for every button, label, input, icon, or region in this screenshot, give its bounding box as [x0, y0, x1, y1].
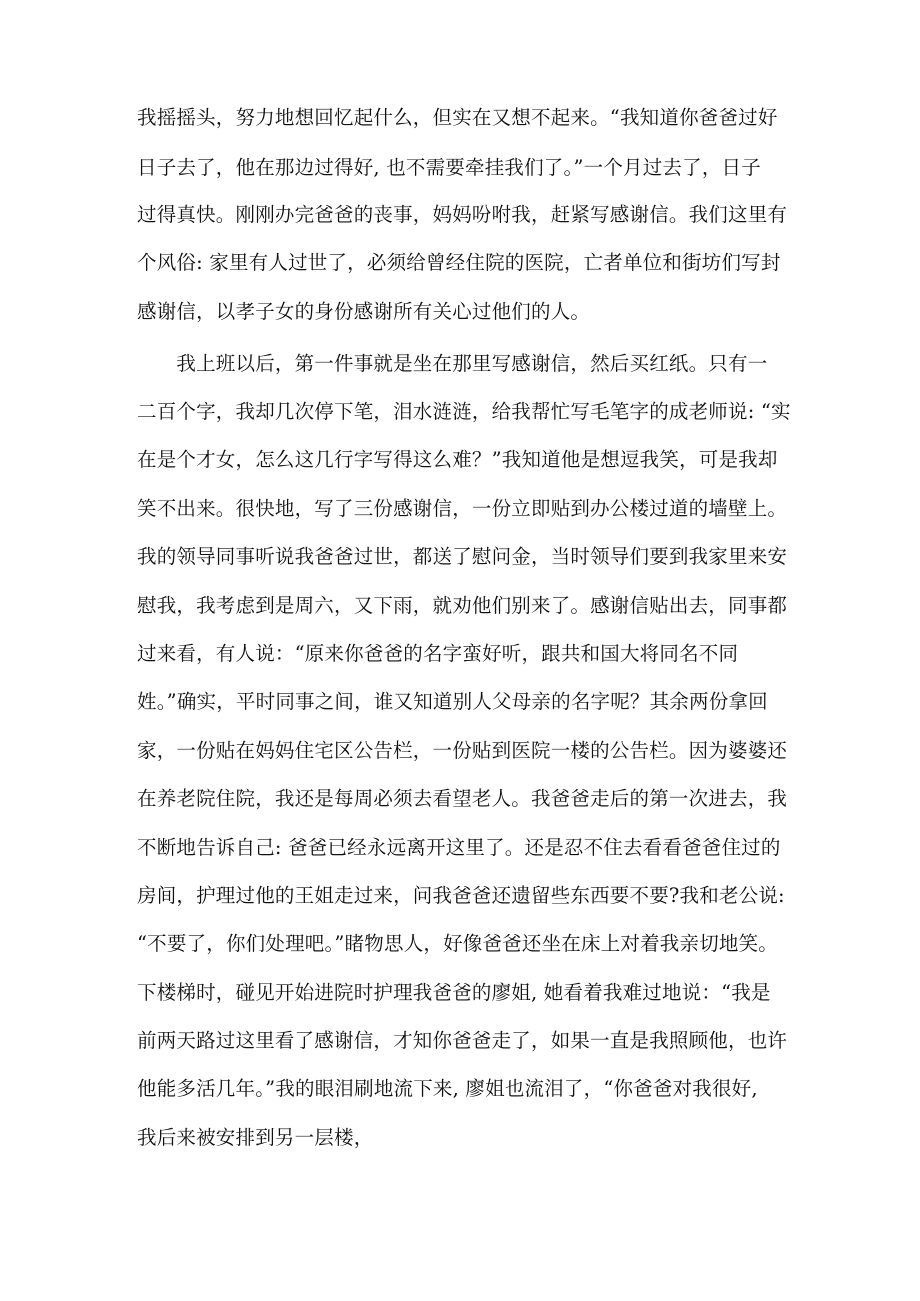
- text-line: 前两天路过这里看了感谢信，才知你爸爸走了，如果一直是我照顾他，也许: [137, 1029, 788, 1052]
- text-line: 笑不出来。很快地，写了三份感谢信，一份立即贴到办公楼过道的墙壁上。: [137, 497, 788, 520]
- text-line: 过来看，有人说：“原来你爸爸的名字蛮好听，跟共和国大将同名不同: [137, 642, 739, 665]
- text-line: 个风俗: 家里有人过世了，必须给曾经住院的医院，亡者单位和街坊们写封: [137, 251, 781, 274]
- text-line: 姓。”确实，平时同事之间，谁又知道别人父母亲的名字呢？其余两份拿回: [137, 690, 768, 713]
- text-line: 在是个才女，怎么这几行字写得这么难？”我知道他是想逗我笑，可是我却: [137, 448, 778, 471]
- text-line: 二百个字，我却几次停下笔，泪水涟涟，给我帮忙写毛笔字的成老师说: “实: [137, 400, 791, 423]
- text-line: 我的领导同事听说我爸爸过世，都送了慰问金，当时领导们要到我家里来安: [137, 545, 788, 568]
- text-line: 我摇摇头，努力地想回忆起什么，但实在又想不起来。“我知道你爸爸过好: [137, 106, 778, 129]
- text-line: 他能多活几年。”我的眼泪刷地流下来, 廖姐也流泪了，“你爸爸对我很好,: [137, 1077, 758, 1100]
- text-line: 家，一份贴在妈妈住宅区公告栏，一份贴到医院一楼的公告栏。因为婆婆还: [137, 739, 788, 762]
- text-line: 下楼梯时，碰见开始进院时护理我爸爸的廖姐, 她看着我难过地说：“我是: [137, 981, 771, 1004]
- text-line: 我上班以后，第一件事就是坐在那里写感谢信，然后买红纸。只有一: [137, 352, 768, 375]
- text-line: 在养老院住院，我还是每周必须去看望老人。我爸爸走后的第一次进去，我: [137, 787, 788, 810]
- text-line: 日子去了，他在那边过得好, 也不需要牵挂我们了。”一个月过去了，日子: [137, 156, 761, 179]
- text-line: 我后来被安排到另一层楼，: [137, 1126, 374, 1149]
- text-line: 感谢信，以孝子女的身份感谢所有关心过他们的人。: [137, 300, 591, 323]
- text-line: “不要了，你们处理吧。”睹物思人，好像爸爸还坐在床上对着我亲切地笑。: [137, 932, 778, 955]
- text-line: 房间，护理过他的王姐走过来，问我爸爸还遗留些东西要不要?我和老公说:: [137, 884, 785, 907]
- text-line: 不断地告诉自己: 爸爸已经永远离开这里了。还是忍不住去看看爸爸住过的: [137, 836, 781, 859]
- text-line: 过得真快。刚刚办完爸爸的丧事，妈妈吩咐我，赶紧写感谢信。我们这里有: [137, 203, 788, 226]
- text-line: 慰我，我考虑到是周六，又下雨，就劝他们别来了。感谢信贴出去，同事都: [137, 594, 788, 617]
